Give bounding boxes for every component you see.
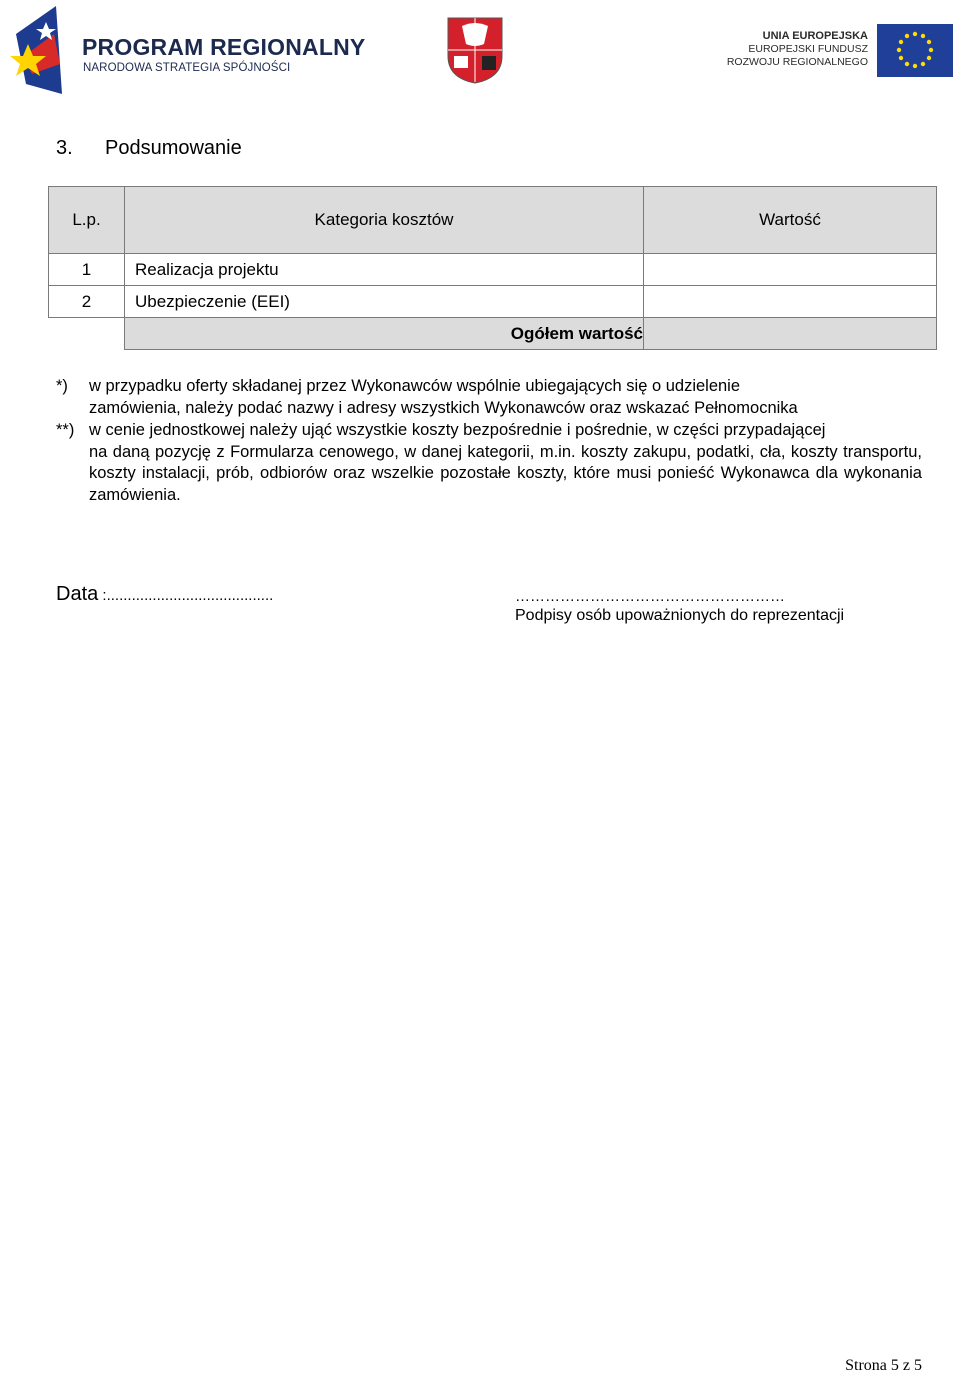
header-lp: L.p. — [49, 187, 125, 254]
row-lp: 1 — [49, 254, 125, 286]
program-title: PROGRAM REGIONALNY — [82, 34, 366, 60]
eu-line-3: ROZWOJU REGIONALNEGO — [726, 56, 868, 68]
row-value-cell[interactable] — [644, 254, 937, 286]
footnote-1 — [56, 376, 922, 419]
header-value: Wartość — [644, 187, 937, 254]
date-dots: :........................................ — [98, 587, 274, 604]
date-field[interactable] — [56, 583, 273, 606]
program-subtitle: NARODOWA STRATEGIA SPÓJNOŚCI — [83, 62, 291, 74]
date-label: Data — [56, 583, 99, 605]
row-category: Realizacja projektu — [125, 254, 644, 286]
signature-line[interactable]: ……………………………………………… — [515, 588, 785, 605]
eu-line-1: UNIA EUROPEJSKA — [762, 30, 868, 42]
page-number: Strona 5 z 5 — [845, 1357, 922, 1374]
eu-line-2: EUROPEJSKI FUNDUSZ — [748, 43, 868, 55]
table-row — [49, 254, 937, 286]
section-title: Podsumowanie — [105, 137, 242, 159]
footnote-mark: **) — [56, 421, 75, 439]
table-row — [49, 286, 937, 318]
total-row — [49, 318, 937, 350]
signature-label: Podpisy osób upoważnionych do reprezentacji — [515, 607, 845, 624]
section-number: 3. — [56, 137, 73, 159]
eu-fund-text — [700, 30, 868, 69]
footnote-first-line: w cenie jednostkowej należy ująć wszystkie koszty bezpośrednie i pośrednie, w części przypadającej — [89, 421, 826, 439]
total-label: Ogółem wartość — [125, 318, 644, 350]
footnote-mark: *) — [56, 377, 68, 395]
footnote-2 — [56, 420, 922, 506]
row-lp: 2 — [49, 286, 125, 318]
row-value-cell[interactable] — [644, 286, 937, 318]
section-heading — [56, 137, 242, 160]
coat-of-arms-icon — [446, 16, 504, 84]
star-flag-icon — [6, 4, 86, 100]
total-value-cell[interactable] — [644, 318, 937, 350]
cost-summary-table — [48, 186, 937, 350]
footnote-continuation: na daną pozycję z Formularza cenowego, w danej kategorii, m.in. koszty zakupu, podatki, cła, koszty transportu, koszty instalacji, prób, odbiorów oraz wszelkie pozostałe koszty, które musi ponieść Wykonawca dla wykonania zamówienia. — [89, 442, 922, 504]
table-header-row — [49, 187, 937, 254]
total-spacer — [49, 318, 125, 350]
eu-flag-icon — [877, 24, 953, 77]
footnote-continuation: zamówienia, należy podać nazwy i adresy wszystkich Wykonawców oraz wskazać Pełnomocnika — [89, 398, 798, 417]
header-category: Kategoria kosztów — [125, 187, 644, 254]
footnote-first-line: w przypadku oferty składanej przez Wykonawców wspólnie ubiegających się o udzielenie — [89, 377, 741, 395]
row-category: Ubezpieczenie (EEI) — [125, 286, 644, 318]
